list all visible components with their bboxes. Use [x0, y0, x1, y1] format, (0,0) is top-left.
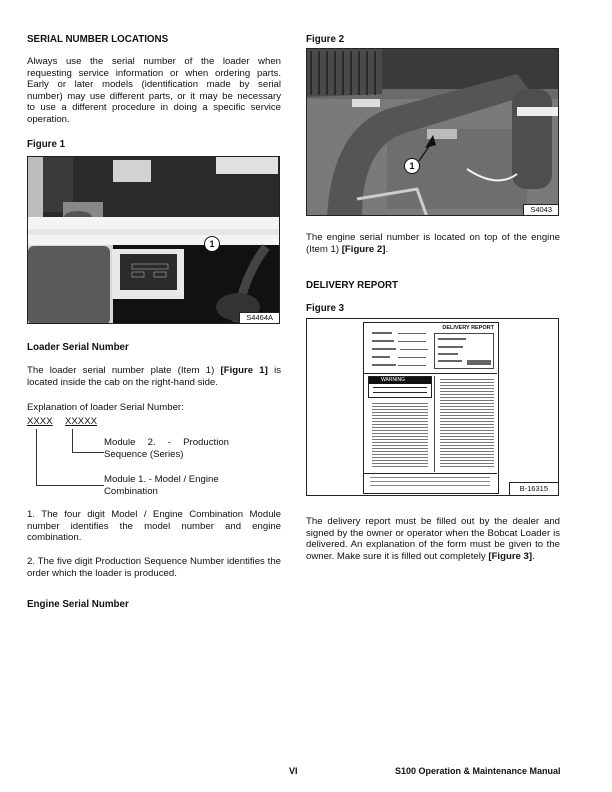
figure-2-image	[306, 48, 559, 216]
page-number: VI	[289, 766, 298, 776]
warning-label: WARNING	[369, 377, 431, 384]
form-text-block	[440, 379, 494, 467]
intro-line: operation.	[27, 113, 70, 125]
connector-line	[36, 429, 37, 485]
serial-module-2: XXXXX	[65, 416, 97, 427]
callout-1: 1	[404, 158, 420, 174]
connector-line	[72, 452, 104, 453]
manual-title: S100 Operation & Maintenance Manual	[395, 766, 561, 776]
loader-text-end: is located inside the cab on the right-hand side.	[27, 365, 282, 388]
figure-1-code: S4464A	[239, 312, 279, 323]
intro-line: Always use the serial number of the loader when	[27, 56, 281, 67]
note-1: 1. The four digit Model / Engine Combination Module number identifies the model number and engine combination.	[27, 509, 281, 544]
engine-text: The engine serial number is located on top of the engine (Item 1)	[306, 232, 560, 255]
loader-serial-number-heading: Loader Serial Number	[27, 342, 129, 353]
explanation-label: Explanation of loader Serial Number:	[27, 402, 184, 413]
figure-1-image	[27, 156, 280, 324]
delivery-text-end: .	[532, 550, 535, 562]
intro-line: requesting service information or when ordering parts.	[27, 67, 281, 79]
figure-2-reference: [Figure 2]	[341, 243, 386, 255]
module-2-line: Module 2. - Production	[104, 437, 229, 448]
figure-3-reference: [Figure 3]	[488, 550, 533, 562]
intro-line: number) may use different parts, or it may be necessary	[27, 90, 281, 102]
figure-3-code: B-16315	[509, 482, 558, 495]
connector-line	[72, 429, 73, 453]
module-1-description	[104, 474, 234, 497]
form-info-box	[434, 333, 494, 369]
warning-box	[368, 376, 432, 398]
figure-3-label: Figure 3	[306, 303, 345, 314]
module-2-line: Sequence (Series)	[104, 448, 184, 460]
module-1-line: Module 1. - Model / Engine	[104, 474, 219, 485]
figure-2-code: S4043	[523, 204, 558, 215]
delivery-text: The delivery report must be filled out by the dealer and signed by the owner or operator when the Bobcat Loader is delivered. An explanation of the form must be given to the owner. Make sure it is filled out completely	[306, 516, 560, 562]
figure-1-reference: [Figure 1]	[220, 365, 268, 376]
intro-paragraph	[27, 56, 281, 126]
callout-1: 1	[204, 236, 220, 252]
connector-line	[36, 485, 104, 486]
module-1-line: Combination	[104, 485, 158, 497]
intro-line: Early or later models (identification made by serial	[27, 79, 281, 91]
serial-module-1: XXXX	[27, 416, 53, 427]
engine-serial-number-heading: Engine Serial Number	[27, 599, 129, 610]
figure-2-label: Figure 2	[306, 34, 345, 45]
module-2-description	[104, 437, 229, 460]
loader-serial-paragraph	[27, 365, 281, 388]
engine-text-end: .	[385, 243, 389, 255]
figure-3-image	[306, 318, 559, 496]
note-2: 2. The five digit Production Sequence Number identifies the order which the loader is produced.	[27, 556, 281, 579]
engine-serial-paragraph	[306, 232, 560, 255]
engine-photo	[307, 49, 559, 216]
form-text-block	[372, 403, 428, 469]
section-heading-serial-number-locations: SERIAL NUMBER LOCATIONS	[27, 34, 169, 45]
delivery-report-paragraph	[306, 516, 560, 562]
form-title: DELIVERY REPORT	[442, 325, 494, 331]
figure-1-label: Figure 1	[27, 139, 66, 150]
form-footer-lines	[370, 477, 490, 489]
serial-plate-photo	[28, 157, 280, 324]
delivery-report-heading: DELIVERY REPORT	[306, 280, 398, 291]
delivery-report-form	[363, 322, 499, 494]
intro-line: to use a different procedure in doing a specific service	[27, 102, 281, 114]
loader-text: The loader serial number plate (Item 1)	[27, 365, 221, 376]
